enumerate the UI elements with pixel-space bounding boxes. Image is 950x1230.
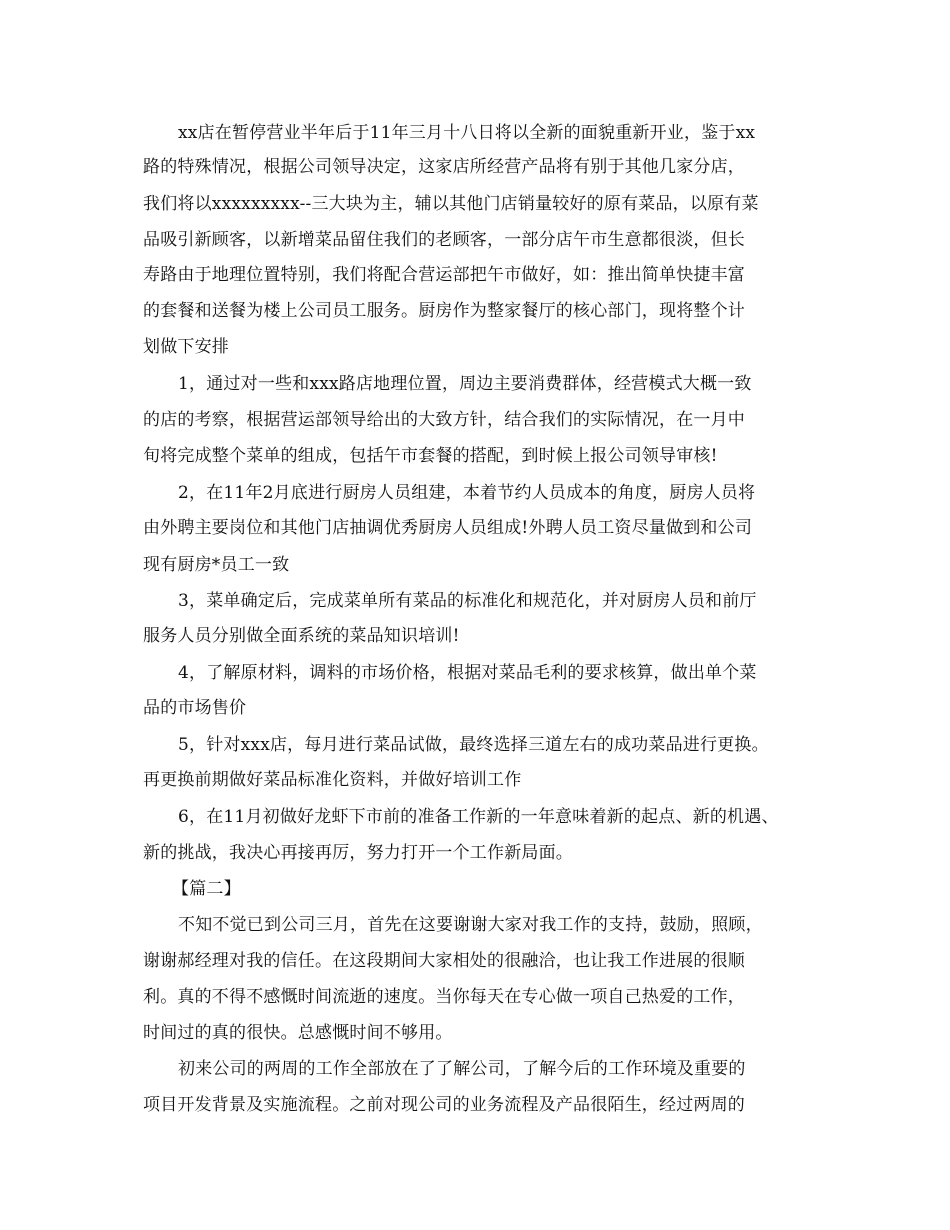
list-item-line: 4，了解原材料，调料的市场价格，根据对菜品毛利的要求核算，做出单个菜 [178,663,757,683]
paragraph-line: 不知不觉已到公司三月，首先在这要谢谢大家对我工作的支持，鼓励，照顾， [178,915,763,935]
list-item-line: 旬将完成整个菜单的组成，包括午市套餐的搭配，到时候上报公司领导审核! [143,446,718,466]
list-item-line: 6，在11月初做好龙虾下市前的准备工作新的一年意味着新的起点、新的机遇、 [178,807,779,827]
list-item-line: 1，通过对一些和xxx路店地理位置，周边主要消费群体，经营模式大概一致 [178,374,752,394]
list-item-line: 现有厨房*员工一致 [143,555,290,575]
paragraph-line: 的套餐和送餐为楼上公司员工服务。厨房作为整家餐厅的核心部门，现将整个计 [143,301,745,321]
list-item-line: 服务人员分别做全面系统的菜品知识培训! [143,626,460,646]
list-item-line: 由外聘主要岗位和其他门店抽调优秀厨房人员组成!外聘人员工资尽量做到和公司 [143,518,753,538]
paragraph-line: xx店在暂停营业半年后于11年三月十八日将以全新的面貌重新开业，鉴于xx [178,123,756,143]
paragraph-line: 我们将以xxxxxxxxx--三大块为主，辅以其他门店销量较好的原有菜品，以原有菜 [143,194,759,214]
list-item-line: 5，针对xxx店，每月进行菜品试做，最终选择三道左右的成功菜品进行更换。 [178,735,769,755]
list-item-line: 新的挑战，我决心再接再厉，努力打开一个工作新局面。 [143,843,573,863]
paragraph-line: 初来公司的两周的工作全部放在了了解公司，了解今后的工作环境及重要的 [178,1059,746,1079]
list-item-line: 的店的考察，根据营运部领导给出的大致方针，结合我们的实际情况，在一月中 [143,410,745,430]
paragraph-line: 寿路由于地理位置特别，我们将配合营运部把午市做好，如：推出简单快捷丰富 [143,265,745,285]
paragraph-line: 利。真的不得不感慨时间流逝的速度。当你每天在专心做一项自己热爱的工作， [143,987,745,1007]
list-item-line: 再更换前期做好菜品标准化资料，并做好培训工作 [143,770,522,790]
paragraph-line: 项目开发背景及实施流程。之前对现公司的业务流程及产品很陌生，经过两周的 [143,1095,745,1115]
paragraph-line: 路的特殊情况，根据公司领导决定，这家店所经营产品将有别于其他几家分店， [143,157,745,177]
paragraph-line: 谢谢郝经理对我的信任。在这段期间大家相处的很融洽，也让我工作进展的很顺 [143,951,745,971]
section-heading: 【篇二】 [172,879,241,899]
paragraph-line: 时间过的真的很快。总感慨时间不够用。 [143,1023,453,1043]
paragraph-line: 品吸引新顾客，以新增菜品留住我们的老顾客，一部分店午市生意都很淡，但长 [143,230,745,250]
list-item-line: 品的市场售价 [143,698,247,718]
list-item-line: 2，在11年2月底进行厨房人员组建，本着节约人员成本的角度，厨房人员将 [178,483,756,503]
list-item-line: 3，菜单确定后，完成菜单所有菜品的标准化和规范化，并对厨房人员和前厅 [178,591,757,611]
paragraph-line: 划做下安排 [143,337,229,357]
